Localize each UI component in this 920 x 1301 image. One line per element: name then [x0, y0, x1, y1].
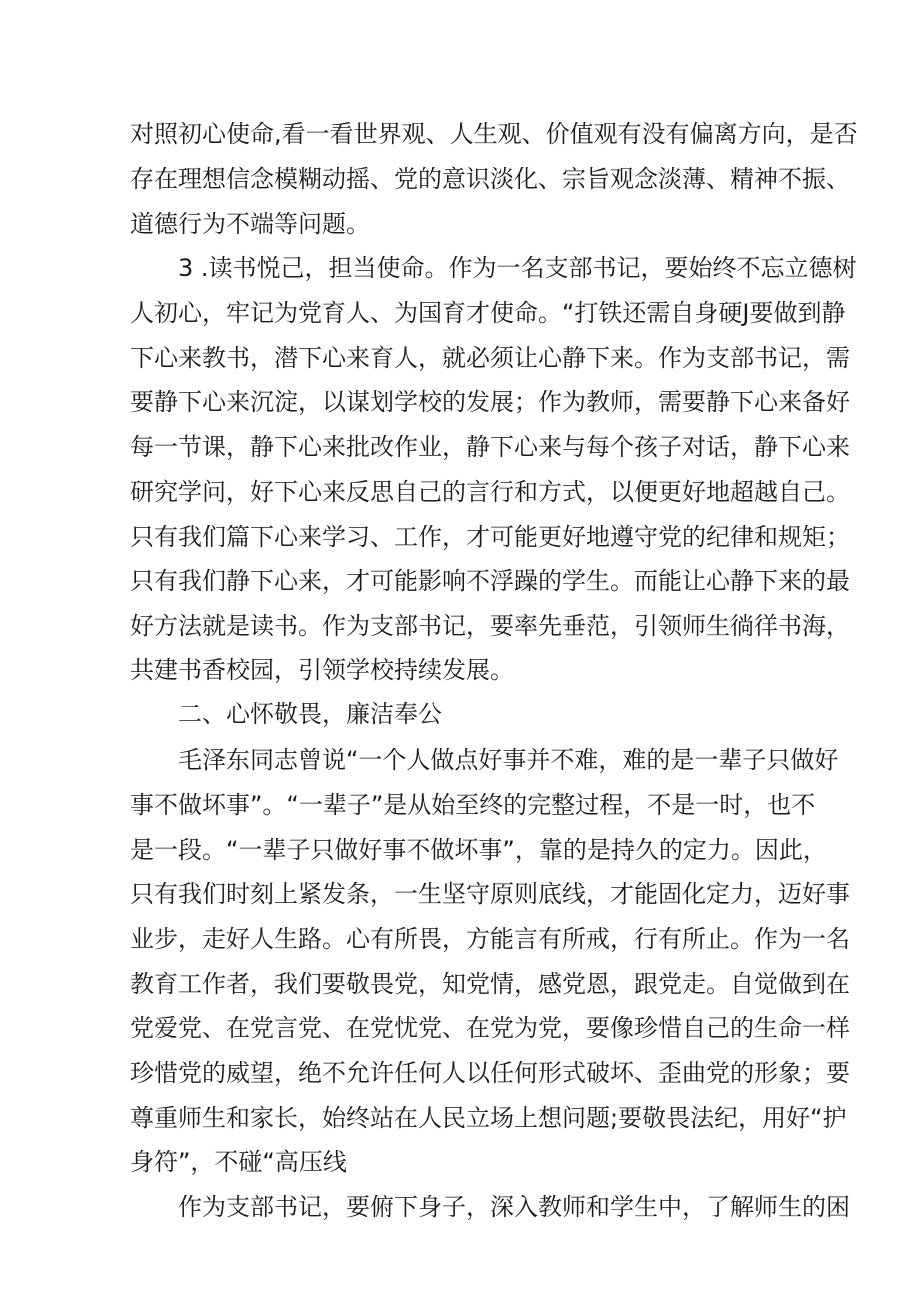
paragraph-start-line: 作为支部书记，要俯下身子，深入教师和学生中，了解师生的困 — [178, 1193, 850, 1221]
body-text-line: 身符”，不碰“高压线 — [130, 1148, 347, 1176]
body-text-line: 珍惜党的威望，绝不允许任何人以任何形式破坏、歪曲党的形象；要 — [130, 1059, 850, 1087]
body-text-line: 要静下心来沉淀，以谋划学校的发展；作为教师，需要静下心来备好 — [130, 388, 850, 416]
body-text-line: 研究学问，好下心来反思自己的言行和方式，以便更好地超越自己。 — [130, 478, 850, 506]
body-text-line: 好方法就是读书。作为支部书记，要率先垂范，引领师生徜徉书海， — [130, 612, 850, 640]
body-text-line: 道德行为不端等问题。 — [130, 210, 370, 238]
body-text-line: 党爱党、在党言党、在党忧党、在党为党，要像珍惜自己的生命一样 — [130, 1014, 850, 1042]
body-text-line: 是一段。“一辈子只做好事不做坏事”，靠的是持久的定力。因此， — [130, 836, 827, 864]
paragraph-start-line: 毛泽东同志曾说“一个人做点好事并不难，难的是一辈子只做好 — [178, 746, 839, 774]
body-text-line: 教育工作者，我们要敬畏党，知党情，感党恩，跟党走。自觉做到在 — [130, 970, 850, 998]
body-text-line: 业步，走好人生路。心有所畏，方能言有所戒，行有所止。作为一名 — [130, 925, 850, 953]
section-heading: 二、心怀敬畏，廉洁奉公 — [178, 700, 442, 728]
body-text-line: 尊重师生和家长，始终站在人民立场上想问题;要敬畏法纪，用好“护 — [130, 1104, 847, 1132]
body-text-line: 只有我们篇下心来学习、工作，才可能更好地遵守党的纪律和规矩； — [130, 523, 850, 551]
body-text-line: 事不做坏事”。“一辈子”是从始至终的完整过程，不是一时，也不 — [130, 791, 816, 819]
body-text-line: 共建书香校园，引领学校持续发展。 — [130, 656, 514, 684]
body-text-line: 只有我们时刻上紧发条，一生坚守原则底线，才能固化定力，迈好事 — [130, 880, 850, 908]
body-text-line: 每一节课，静下心来批改作业，静下心来与每个孩子对话，静下心来 — [130, 433, 850, 461]
body-text-line: 人初心，牢记为党育人、为国育才使命。“打铁还需自身硬J要做到静 — [130, 299, 846, 327]
body-text-line: 下心来教书，潜下心来育人，就必须让心静下来。作为支部书记，需 — [130, 344, 850, 372]
body-text-line: 存在理想信念模糊动摇、党的意识淡化、宗旨观念淡薄、精神不振、 — [130, 165, 850, 193]
paragraph-start-line: 3 .读书悦己，担当使命。作为一名支部书记，要始终不忘立德树 — [178, 254, 857, 282]
body-text-line: 对照初心使命,看一看世界观、人生观、价值观有没有偏离方向，是否 — [130, 120, 858, 148]
body-text-line: 只有我们静下心来，才可能影响不浮躁的学生。而能让心静下来的最 — [130, 567, 850, 595]
